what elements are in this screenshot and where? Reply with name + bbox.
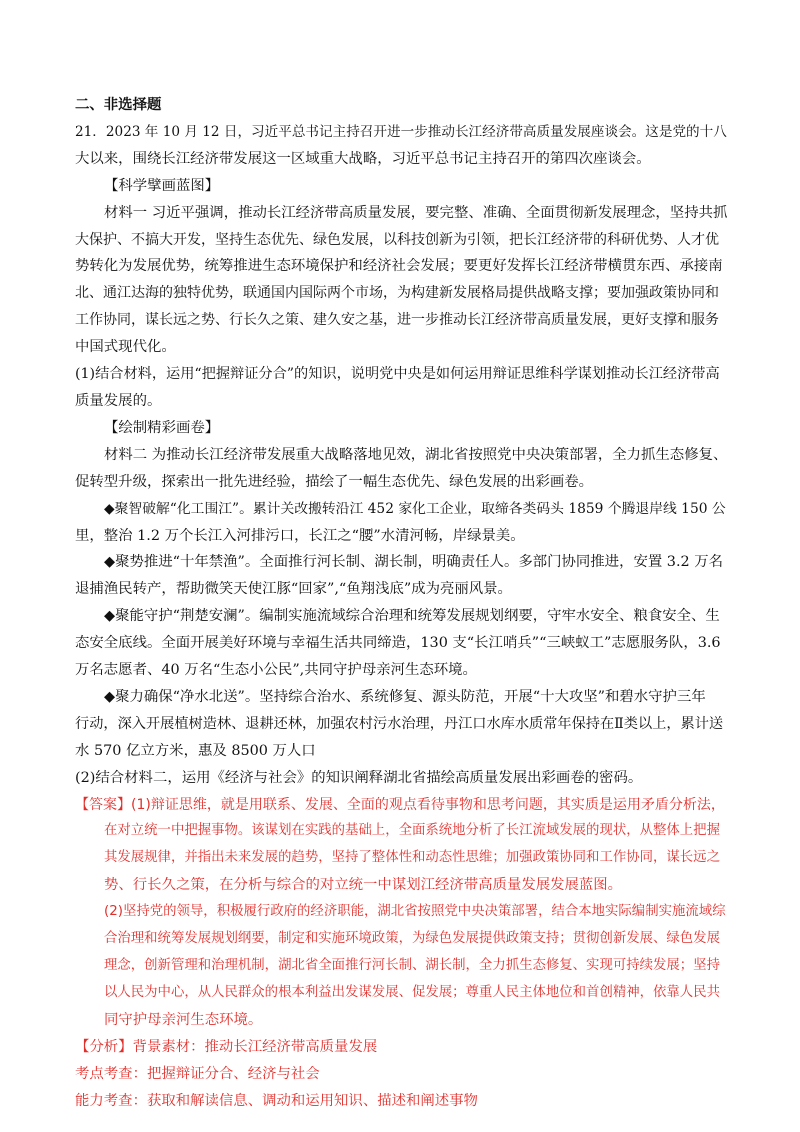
answer-1-line: 其发展规律，并指出未来发展的趋势，坚持了整体性和动态性思维；加强政策协同和工作协同，谋长远之 xyxy=(104,850,720,866)
section-title: 二、非选择题 xyxy=(75,97,162,113)
section-tag-1: 【科学擘画蓝图】 xyxy=(104,177,220,194)
analysis-line-1 xyxy=(75,1034,727,1061)
analysis-ability: 能力考查：获取和解读信息、调动和运用知识、描述和阐述事物 xyxy=(75,1092,478,1109)
bullet-line: 态安全底线。全面开展美好环境与幸福生活共同缔造，130 支“长江哨兵”“三峡蚁工”志愿服务队，3.6 xyxy=(75,635,721,652)
bullet-line: ◆聚力确保“净水北送”。坚持综合治水、系统修复、源头防范，开展“十大攻坚”和碧水守护三年 xyxy=(104,688,706,705)
answer-2-line: 合治理和统筹发展规划纲要，制定和实施环境政策，为绿色发展提供政策支持；贯彻创新发展、绿色发展 xyxy=(104,931,720,947)
sub-question-1-line: 质量发展的。 xyxy=(75,392,162,409)
analysis-knowledge: 考点考查：把握辩证分合、经济与社会 xyxy=(75,1065,320,1082)
material-2-line: 材料二 为推动长江经济带发展重大战略落地见效，湖北省按照党中央决策部署，全力抓生态修复、 xyxy=(104,446,728,463)
question-stem-line-1: 21．2023 年 10 月 12 日，习近平总书记主持召开进一步推动长江经济带高质量发展座谈会。这是党的十八 xyxy=(75,123,727,140)
material-2-bullet-4 xyxy=(75,684,727,765)
answer-1-text: (1)辩证思维，就是用联系、发展、全面的观点看待事物和思考问题，其实质是运用矛盾分析法， xyxy=(131,796,725,813)
material-2-bullet-3 xyxy=(75,603,727,684)
bullet-line: 里，整治 1.2 万个长江入河排污口，长江之“腰”水清河畅，岸绿景美。 xyxy=(75,527,525,544)
answer-label: 【答案】 xyxy=(75,796,131,813)
answer-2-line: 以人民为中心，从人民群众的根本利益出发谋发展、促发展；尊重人民主体地位和首创精神，依靠人民共 xyxy=(104,984,720,1000)
material-1-line: 材料一 习近平强调，推动长江经济带高质量发展，要完整、准确、全面贯彻新发展理念，坚持共抓 xyxy=(104,204,728,221)
sub-question-1-line: (1)结合材料，运用“把握辩证分合”的知识，说明党中央是如何运用辩证思维科学谋划推动长江经济带高 xyxy=(75,366,720,383)
question-stem-line-2: 大以来，围绕长江经济带发展这一区域重大战略，习近平总书记主持召开的第四次座谈会。 xyxy=(75,150,651,167)
section-tag-2: 【绘制精彩画卷】 xyxy=(104,419,220,436)
bullet-line: 水 570 亿立方米，惠及 8500 万人口 xyxy=(75,742,316,759)
analysis-block xyxy=(75,1034,727,1115)
bullet-line: 行动，深入开展植树造林、退耕还林，加强农村污水治理，丹江口水库水质常年保持在Ⅱ类以上，累计送 xyxy=(75,715,724,732)
sub-question-1 xyxy=(75,361,727,415)
answer-1-line: 在对立统一中把握事物。该谋划在实践的基础上，全面系统地分析了长江流域发展的现状，从整体上把握 xyxy=(104,823,720,839)
answer-block xyxy=(75,792,727,1034)
answer-2-line: 理念，创新管理和治理机制，湖北省全面推行河长制、湖长制，全力抓生态修复、实现可持续发展；坚持 xyxy=(104,958,720,973)
analysis-background: 背景素材：推动长江经济带高质量发展 xyxy=(132,1038,378,1055)
analysis-label: 【分析】 xyxy=(75,1038,133,1055)
answer-2-line: (2)坚持党的领导，积极履行政府的经济职能，湖北省按照党中央决策部署，结合本地实际编制实施流域综 xyxy=(104,904,726,920)
material-2-bullet-1 xyxy=(75,496,727,550)
material-1-line: 中国式现代化。 xyxy=(75,339,176,356)
answer-2-line: 同守护母亲河生态环境。 xyxy=(104,1011,263,1028)
material-2-intro xyxy=(75,442,727,496)
bullet-line: 退捕渔民转产，帮助微笑天使江豚“回家”,“鱼翔浅底”成为亮丽风景。 xyxy=(75,581,512,598)
sub-question-2: (2)结合材料二，运用《经济与社会》的知识阐释湖北省描绘高质量发展出彩画卷的密码。 xyxy=(75,769,643,786)
material-1-line: 势转化为发展优势，统筹推进生态环境保护和经济社会发展；要更好发挥长江经济带横贯东西、承接南 xyxy=(75,258,723,275)
bullet-line: ◆聚智破解“化工围江”。累计关改搬转沿江 452 家化工企业，取缔各类码头 1859 个腾退岸线 150 公 xyxy=(104,500,726,517)
bullet-line: ◆聚势推进“十年禁渔”。全面推行河长制、湖长制，明确责任人。多部门协同推进，安置 3.2 万名 xyxy=(104,554,724,571)
material-1-line: 大保护、不搞大开发，坚持生态优先、绿色发展，以科技创新为引领，把长江经济带的科研优势、人才优 xyxy=(75,231,719,248)
bullet-line: ◆聚能守护“荆楚安澜”。编制实施流域综合治理和统筹发展规划纲要，守牢水安全、粮食安全、生 xyxy=(104,608,720,625)
document-page xyxy=(75,92,727,1114)
material-2-bullet-2 xyxy=(75,549,727,603)
material-1-line: 工作协同，谋长远之势、行长久之策、建久安之基，进一步推动长江经济带高质量发展，更好支撑和服务 xyxy=(75,312,719,329)
bullet-line: 万名志愿者、40 万名“生态小公民”,共同守护母亲河生态环境。 xyxy=(75,662,477,679)
material-1-line: 北、通江达海的独特优势，联通国内国际两个市场，为构建新发展格局提供战略支撑；要加强政策协同和 xyxy=(75,285,719,302)
material-1 xyxy=(75,200,727,361)
material-2-line: 促转型升级，探索出一批先进经验，描绘了一幅生态优先、绿色发展的出彩画卷。 xyxy=(75,473,594,490)
answer-1-line: 势、行长久之策，在分析与综合的对立统一中谋划江经济带高质量发展发展蓝图。 xyxy=(104,877,623,894)
answer-line-1 xyxy=(75,792,727,819)
